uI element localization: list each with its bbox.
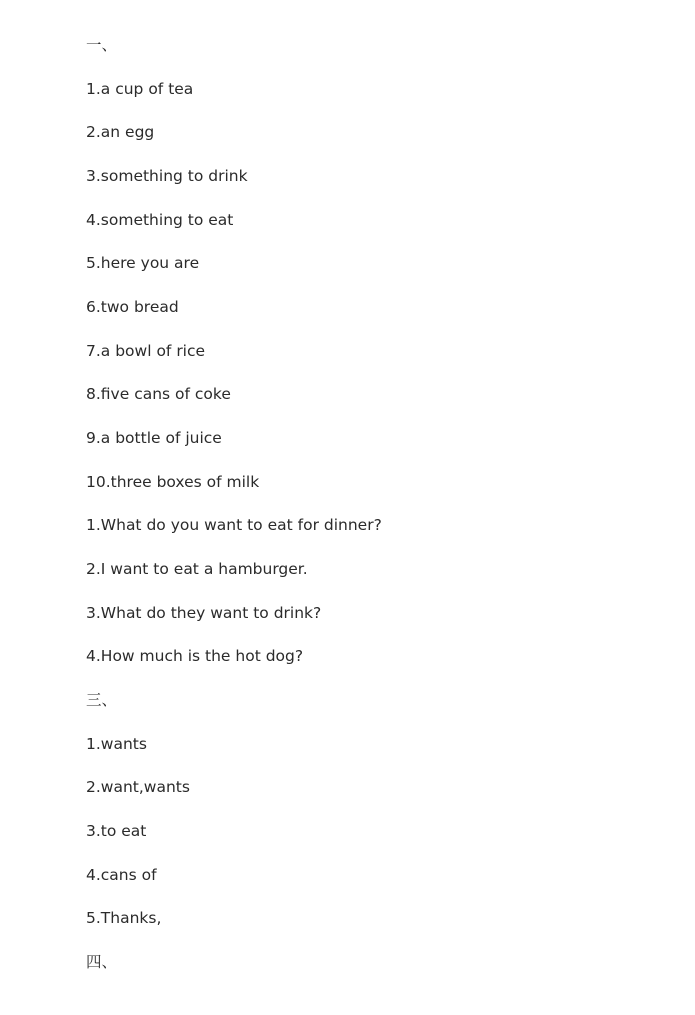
answer-line: 3.What do they want to drink?: [86, 604, 322, 622]
answer-line: 2.an egg: [86, 123, 155, 141]
answer-line: 4.How much is the hot dog?: [86, 647, 304, 665]
answer-line: 7.a bowl of rice: [86, 342, 206, 360]
answer-line: 2.want,wants: [86, 778, 190, 796]
answer-line: 10.three boxes of milk: [86, 473, 260, 491]
answer-line: 5.here you are: [86, 254, 200, 272]
answer-line: 8.five cans of coke: [86, 385, 231, 403]
answer-line: 9.a bottle of juice: [86, 429, 222, 447]
answer-line: 2.I want to eat a hamburger.: [86, 560, 308, 578]
answer-line: 6.two bread: [86, 298, 179, 316]
answer-line: 3.something to drink: [86, 167, 248, 185]
answer-line: 1.a cup of tea: [86, 80, 194, 98]
answer-line: 5.Thanks,: [86, 909, 162, 927]
answer-line: 4.something to eat: [86, 211, 234, 229]
section-heading-3: 三、: [86, 691, 118, 709]
answer-line: 4.cans of: [86, 866, 157, 884]
section-heading-1: 一、: [86, 36, 118, 54]
answer-line: 1.wants: [86, 735, 147, 753]
section-heading-4: 四、: [86, 953, 118, 971]
answer-line: 1.What do you want to eat for dinner?: [86, 516, 382, 534]
answer-line: 3.to eat: [86, 822, 147, 840]
